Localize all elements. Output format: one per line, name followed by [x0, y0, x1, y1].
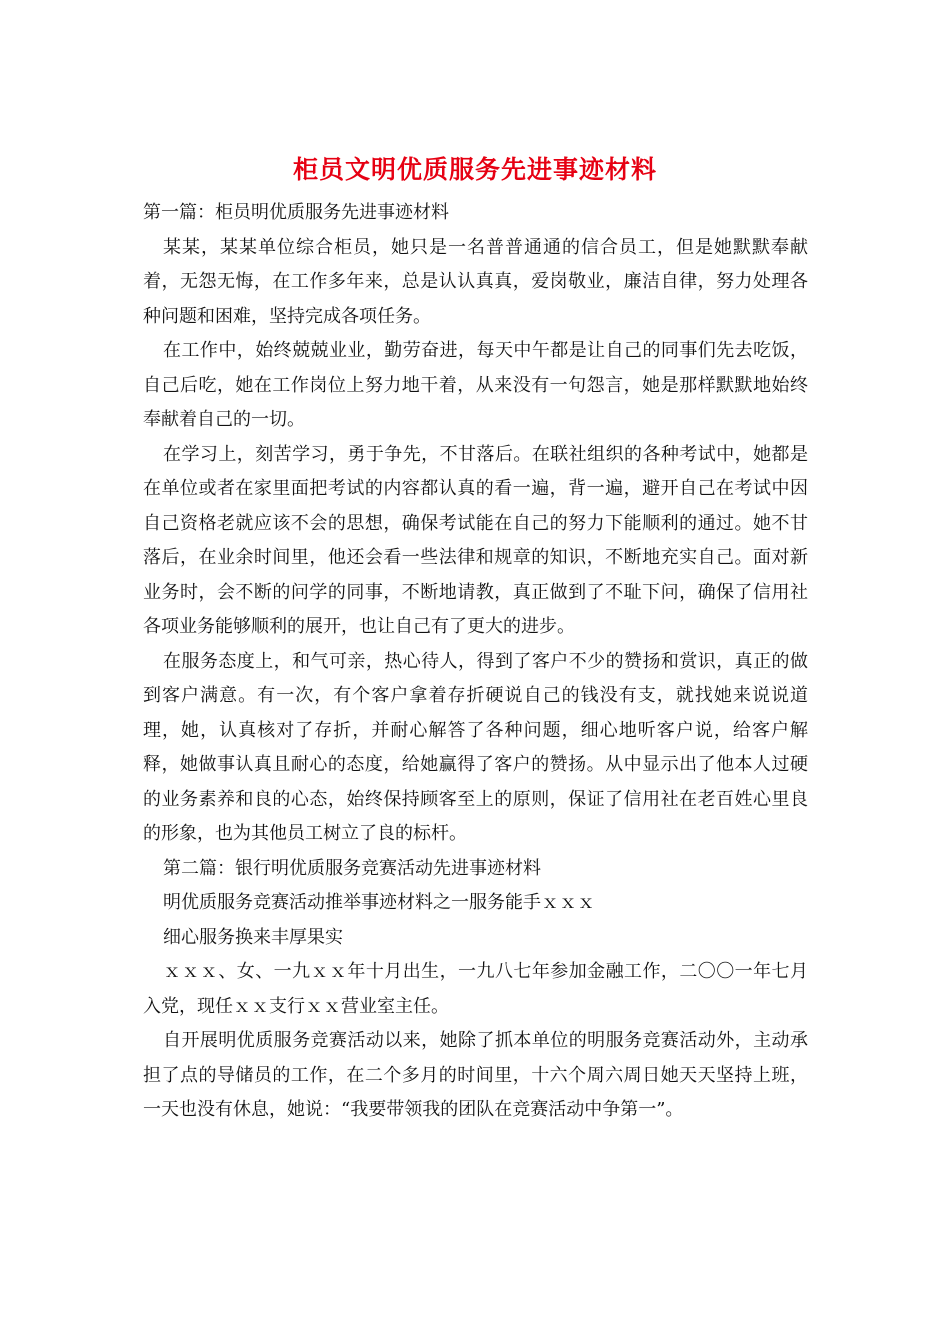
paragraph: 在工作中，始终兢兢业业，勤劳奋进，每天中午都是让自己的同事们先去吃饭，自己后吃，她在工作岗位上努力地干着，从来没有一句怨言，她是那样默默地始终奉献着自己的一切。	[143, 340, 808, 430]
paragraph: 在服务态度上，和气可亲，热心待人，得到了客户不少的赞扬和赏识，真正的做到客户满意。有一次，有个客户拿着存折硬说自己的钱没有支，就找她来说说道理，她，认真核对了存折，并耐心解答了各种问题，细心地听客户说，给客户解释，她做事认真且耐心的态度，给她赢得了客户的赞扬。从中显示出了他本人过硬的业务素养和良的心态，始终保持顾客至上的原则，保证了信用社在老百姓心里良的形象，也为其他员工树立了良的标杆。	[143, 650, 808, 844]
document-body	[143, 196, 808, 1128]
paragraph: 明优质服务竞赛活动推举事迹材料之一服务能手ｘｘｘ	[163, 892, 595, 913]
paragraph: 在学习上，刻苦学习，勇于争先，不甘落后。在联社组织的各种考试中，她都是在单位或者在家里面把考试的内容都认真的看一遍，背一遍，避开自己在考试中因自己资格老就应该不会的思想，确保考试能在自己的努力下能顺利的通过。她不甘落后，在业余时间里，他还会看一些法律和规章的知识，不断地充实自己。面对新业务时，会不断的问学的同事，不断地请教，真正做到了不耻下问，确保了信用社各项业务能够顺利的展开，也让自己有了更大的进步。	[143, 443, 808, 637]
paragraph: ｘｘｘ、女、一九ｘｘ年十月出生，一九八七年参加金融工作，二〇〇一年七月入党，现任ｘｘ支行ｘｘ营业室主任。	[143, 961, 808, 1017]
paragraph: 自开展明优质服务竞赛活动以来，她除了抓本单位的明服务竞赛活动外，主动承担了点的导储员的工作，在二个多月的时间里，十六个周六周日她天天坚持上班，一天也没有休息，她说：“我要带领我的团队在竞赛活动中争第一”。	[143, 1030, 808, 1120]
paragraph: 细心服务换来丰厚果实	[163, 926, 343, 948]
paragraph: 第二篇：银行明优质服务竞赛活动先进事迹材料	[163, 857, 541, 879]
document-title: 柜员文明优质服务先进事迹材料	[292, 155, 657, 184]
paragraph: 第一篇：柜员明优质服务先进事迹材料	[143, 202, 449, 223]
paragraph: 某某，某某单位综合柜员，她只是一名普普通通的信合员工，但是她默默奉献着，无怨无悔，在工作多年来，总是认认真真，爱岗敬业，廉洁自律，努力处理各种问题和困难，坚持完成各项任务。	[143, 236, 808, 327]
